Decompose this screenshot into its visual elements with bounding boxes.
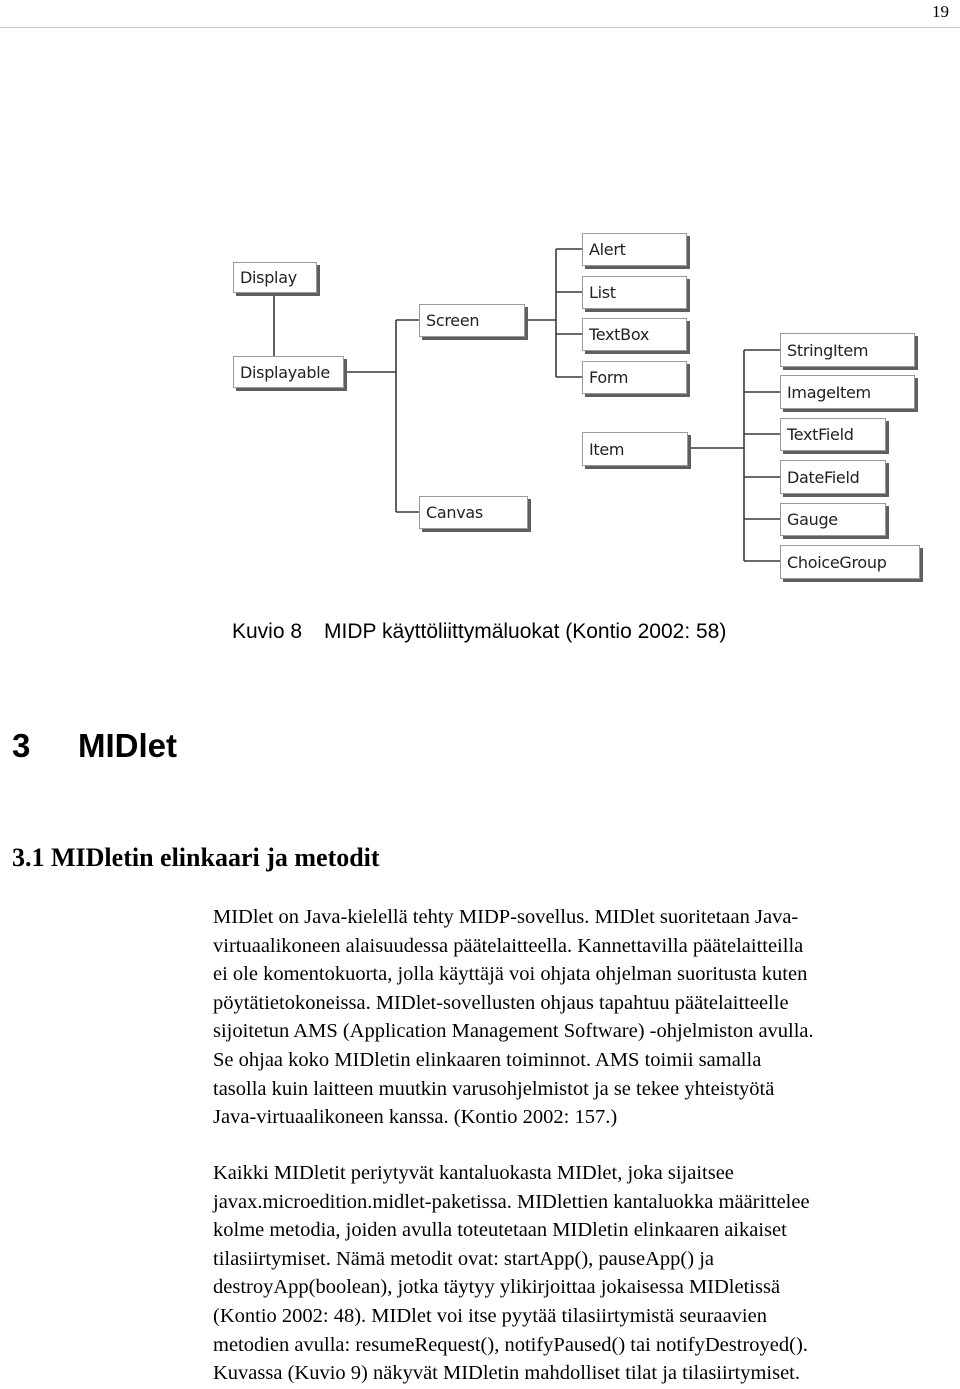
canvas-node-label: Canvas [426, 503, 483, 522]
paragraph-1 [213, 903, 958, 1132]
displayable-node-label: Displayable [240, 362, 330, 382]
class-hierarchy-diagram [0, 0, 960, 600]
figure-caption-text: MIDP käyttöliittymäluokat (Kontio 2002: 58) [324, 620, 727, 643]
paragraph-line: sijoitetun AMS (Application Management Software) -ohjelmiston avulla. [213, 1020, 814, 1043]
screen-node-label: Screen [426, 311, 480, 330]
textbox-node [582, 318, 687, 351]
page-number: 19 [932, 2, 949, 21]
datefield-node [780, 460, 886, 494]
paragraph-line: MIDlet on Java-kielellä tehty MIDP-sovellus. MIDlet suoritetaan Java- [213, 906, 799, 928]
form-node-label: Form [589, 368, 629, 387]
alert-node [582, 233, 687, 266]
paragraph-line: pöytätietokoneissa. MIDlet-sovellusten ohjaus tapahtuu päätelaitteelle [213, 991, 789, 1014]
paragraph-line: ei ole komentokuorta, jolla käyttäjä voi ohjata ohjelman suoritusta kuten [213, 963, 808, 986]
datefield-node-label: DateField [787, 467, 860, 487]
stringitem-node [780, 333, 915, 367]
gauge-node-label: Gauge [787, 510, 838, 529]
chapter-number: 3 [12, 727, 31, 764]
list-node-label: List [589, 283, 616, 302]
paragraph-line: tilasiirtymiset. Nämä metodit ovat: startApp(), pauseApp() ja [213, 1247, 714, 1270]
canvas-node [419, 496, 528, 529]
figure-caption [232, 620, 726, 644]
paragraph-line: Se ohjaa koko MIDletin elinkaaren toiminnot. AMS toimii samalla [213, 1048, 762, 1071]
paragraph-line: javax.microedition.midlet-paketissa. MIDlettien kantaluokka määrittelee [213, 1190, 810, 1213]
imageitem-node-label: ImageItem [787, 382, 871, 402]
textfield-node [780, 418, 886, 451]
paragraph-line: virtuaalikoneen alaisuudessa päätelaitteella. Kannettavilla päätelaitteilla [213, 934, 804, 957]
paragraph-line: Kaikki MIDletit periytyvät kantaluokasta MIDlet, joka sijaitsee [213, 1162, 734, 1184]
paragraph-line: tasolla kuin laitteen muutkin varusohjelmistot ja se tekee yhteistyötä [213, 1077, 775, 1100]
item-node [582, 432, 688, 466]
paragraph-line: Java-virtuaalikoneen kanssa. (Kontio 2002: 157.) [213, 1106, 618, 1129]
paragraph-line: metodien avulla: resumeRequest(), notifyPaused() tai notifyDestroyed(). [213, 1333, 808, 1356]
paragraph-line: (Kontio 2002: 48). MIDlet voi itse pyytää tilasiirtymistä seuraavien [213, 1304, 767, 1327]
choicegroup-node-label: ChoiceGroup [787, 552, 887, 572]
figure-caption-label: Kuvio 8 [232, 620, 303, 643]
alert-node-label: Alert [589, 240, 626, 259]
paragraph-line: destroyApp(boolean), jotka täytyy ylikirjoittaa jokaisessa MIDletissä [213, 1276, 781, 1299]
textbox-node-label: TextBox [589, 325, 650, 344]
paragraph-2 [213, 1159, 958, 1388]
form-node [582, 361, 687, 394]
list-node [582, 276, 687, 309]
displayable-node [233, 356, 344, 388]
stringitem-node-label: StringItem [787, 340, 869, 360]
chapter-title: MIDlet [78, 727, 177, 764]
display-node [233, 262, 317, 293]
paragraph-line: Kuvassa (Kuvio 9) näkyvät MIDletin mahdolliset tilat ja tilasiirtymiset. [213, 1362, 800, 1385]
imageitem-node [780, 375, 915, 409]
item-node-label: Item [589, 439, 625, 459]
paragraph-line: kolme metodia, joiden avulla toteutetaan MIDletin elinkaaren aikaiset [213, 1219, 787, 1242]
gauge-node [780, 503, 886, 536]
choicegroup-node [780, 545, 920, 579]
textfield-node-label: TextField [787, 425, 854, 444]
screen-node [419, 304, 525, 337]
chapter-heading [12, 727, 177, 765]
display-node-label: Display [240, 268, 297, 287]
section-heading: 3.1 MIDletin elinkaari ja metodit [12, 843, 380, 872]
